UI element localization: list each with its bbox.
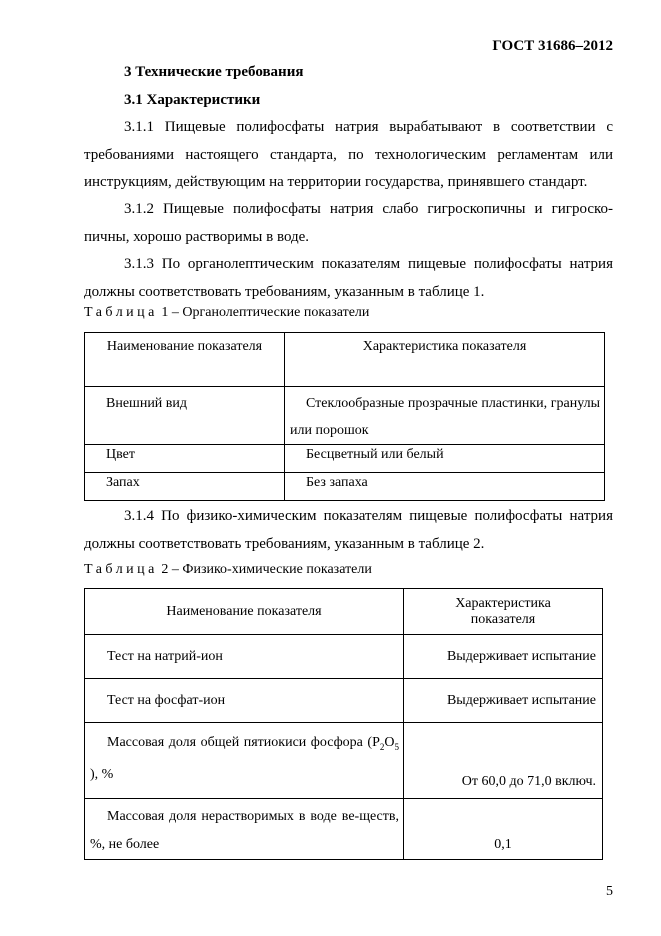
formula-subscript: 2 xyxy=(379,741,385,752)
table-physicochemical xyxy=(84,588,603,860)
table-header-cell: Характеристика показателя xyxy=(285,333,605,387)
paragraph-3-1-4: 3.1.4 По физико-химическим показателям пищевые полифосфаты натрия должны соответствовать требованиям, указанным в таблице 2. xyxy=(84,508,613,552)
table-header-cell: Наименование показателя xyxy=(85,333,285,387)
table-cell: Бесцветный или белый xyxy=(285,445,605,473)
table-organoleptic xyxy=(84,332,605,501)
table-cell: Выдерживает испытание xyxy=(404,679,603,723)
formula-oxygen: O xyxy=(384,735,395,750)
table-header-row xyxy=(85,589,603,635)
table2-caption xyxy=(84,562,372,578)
table-row xyxy=(85,799,603,860)
table-row xyxy=(85,723,603,799)
document-header: ГОСТ 31686–2012 xyxy=(492,38,613,54)
formula-subscript-5: 5 xyxy=(394,741,399,752)
table-cell: Массовая доля нерастворимых в воде ве-ществ, %, не более xyxy=(85,799,404,860)
subsection-title: 3.1 Характеристики xyxy=(124,92,261,108)
table-row xyxy=(85,445,605,473)
section-title: 3 Технические требования xyxy=(124,64,304,80)
table-cell: 0,1 xyxy=(404,799,603,860)
page-number: 5 xyxy=(606,884,613,899)
table-header-cell: Наименование показателя xyxy=(85,589,404,635)
table-cell: Выдерживает испытание xyxy=(404,635,603,679)
table1-caption-text: 1 – Органолептические показатели xyxy=(157,305,370,320)
table-cell xyxy=(85,723,404,799)
table1-caption-word: Таблица xyxy=(84,305,158,320)
table-cell: Стеклообразные прозрачные пластинки, гранулы или порошок xyxy=(285,387,605,445)
table-row xyxy=(85,473,605,501)
table-header-row xyxy=(85,333,605,387)
table-row xyxy=(85,635,603,679)
table1-caption xyxy=(84,305,369,321)
cell-text: Массовая доля общей пятиокиси фосфора (P xyxy=(107,735,380,750)
table-row xyxy=(85,387,605,445)
table-cell: Без запаха xyxy=(285,473,605,501)
table-cell: Внешний вид xyxy=(85,387,285,445)
table2-caption-word: Таблица xyxy=(84,562,158,577)
table2-caption-text: 2 – Физико-химические показатели xyxy=(157,562,372,577)
paragraph-3-1-1: 3.1.1 Пищевые полифосфаты натрия вырабатывают в соответствии с требованиями настоящего стандарта, по технологическим регламентам или инструкциям, действующим на территории государства, принявшего стандарт. xyxy=(84,119,613,190)
table-cell: Запах xyxy=(85,473,285,501)
cell-text-tail: ), % xyxy=(90,766,114,782)
table-cell: Тест на натрий-ион xyxy=(85,635,404,679)
table-cell: Тест на фосфат-ион xyxy=(85,679,404,723)
table-row xyxy=(85,679,603,723)
paragraph-3-1-3: 3.1.3 По органолептическим показателям пищевые полифосфаты натрия должны соответствовать требованиям, указанным в таблице 1. xyxy=(84,256,613,300)
table-cell: От 60,0 до 71,0 включ. xyxy=(404,723,603,799)
paragraph-3-1-2: 3.1.2 Пищевые полифосфаты натрия слабо гигроскопичны и гигроско-пичны, хорошо растворимы в воде. xyxy=(84,201,613,245)
table-header-cell: Характеристика показателя xyxy=(404,589,603,635)
table-cell: Цвет xyxy=(85,445,285,473)
